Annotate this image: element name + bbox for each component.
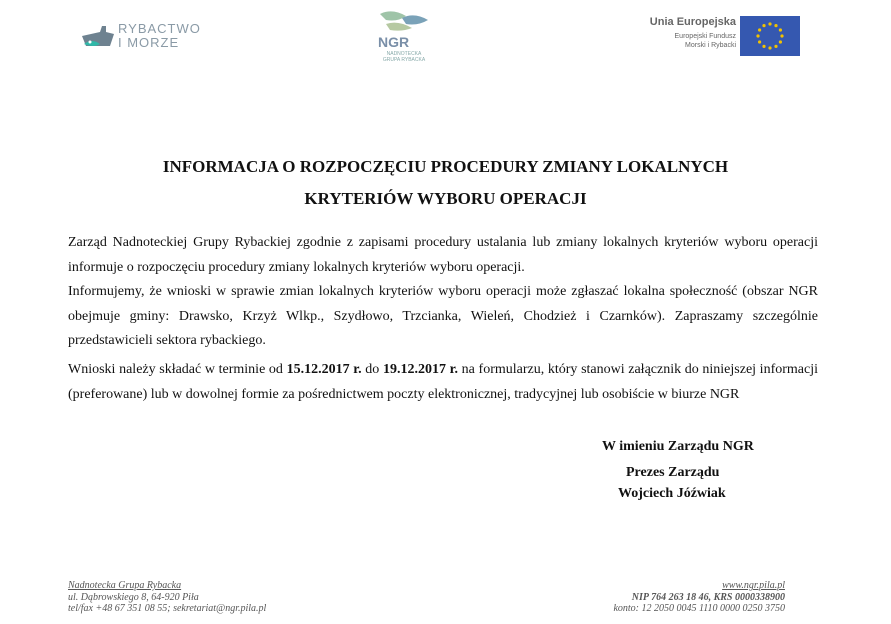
date-to: 19.12.2017 r. (382, 362, 459, 377)
footer-org-name: Nadnotecka Grupa Rybacka (68, 580, 182, 591)
rybactwo-text: RYBACTWO I MORZE (118, 21, 201, 50)
paragraph-3-text-1: Wnioski należy składać w terminie od (68, 362, 287, 377)
document-title-line1: INFORMACJA O ROZPOCZĘCIU PROCEDURY ZMIANY LOKALNYCH (162, 157, 729, 176)
footer-address: ul. Dąbrowskiego 8, 64-920 Piła (68, 591, 199, 603)
eu-stars-icon (740, 16, 800, 56)
body-paragraph-1: Zarząd Nadnoteckiej Grupy Rybackiej zgodnie z zapisami procedury ustalania lub zmiany lokalnych kryteriów wyboru operacji informuje o rozpoczęciu procedury zmiany lokalnych kryteriów wyboru operacji. (68, 235, 818, 275)
footer-nip-krs: NIP 764 263 18 46, KRS 0000338900 (631, 591, 785, 603)
footer-bank-account: konto: 12 2050 0045 1110 0000 0250 3750 (613, 603, 785, 614)
signature-name: Wojciech Jóźwiak (618, 486, 726, 501)
eu-fund-name: Europejski Fundusz Morski i Rybacki (674, 33, 736, 49)
fish-icon (372, 8, 434, 34)
body-paragraph-2: Informujemy, że wnioski w sprawie zmian lokalnych kryteriów wyboru operacji może zgłaszać lokalna społeczność (obszar NGR obejmuje gminy: Drawsko, Krzyż Wlkp., Szydłowo, Trzcianka, Wieleń, Chodzież i Czarnków). Zapraszamy szczególnie przedstawicieli sektora rybackiego. (68, 284, 818, 348)
eu-flag-icon (740, 16, 800, 56)
document-title-line2: KRYTERIÓW WYBORU OPERACJI (304, 189, 587, 208)
eu-title: Unia Europejska (649, 16, 736, 28)
footer-contact: tel/fax +48 67 351 08 55; sekretariat@ngr.pila.pl (68, 603, 267, 614)
body-paragraph-3 (68, 358, 818, 407)
fishing-boat-icon (80, 22, 116, 54)
ngr-text: NGR (378, 34, 410, 50)
ngr-logo (372, 8, 434, 64)
date-from: 15.12.2017 r. (286, 362, 362, 377)
signature-on-behalf: W imieniu Zarządu NGR (602, 439, 754, 454)
eu-logo (640, 14, 810, 60)
ngr-subtitle: NADNOTECKA GRUPA RYBACKA (382, 51, 426, 63)
footer-left (68, 580, 266, 615)
rybactwo-i-morze-logo (80, 18, 220, 58)
footer-right (613, 580, 785, 615)
paragraph-3-text-3: na formularzu, który stanowi załącznik do niniejszej informacji (preferowane) lub w dowolnej formie za pośrednictwem poczty elektronicznej, tradycyjnej lub osobiście w biurze NGR (68, 362, 818, 402)
signature-position: Prezes Zarządu (626, 465, 720, 480)
paragraph-3-text-2: do (361, 362, 383, 377)
footer-website-link[interactable]: www.ngr.pila.pl (722, 580, 785, 591)
